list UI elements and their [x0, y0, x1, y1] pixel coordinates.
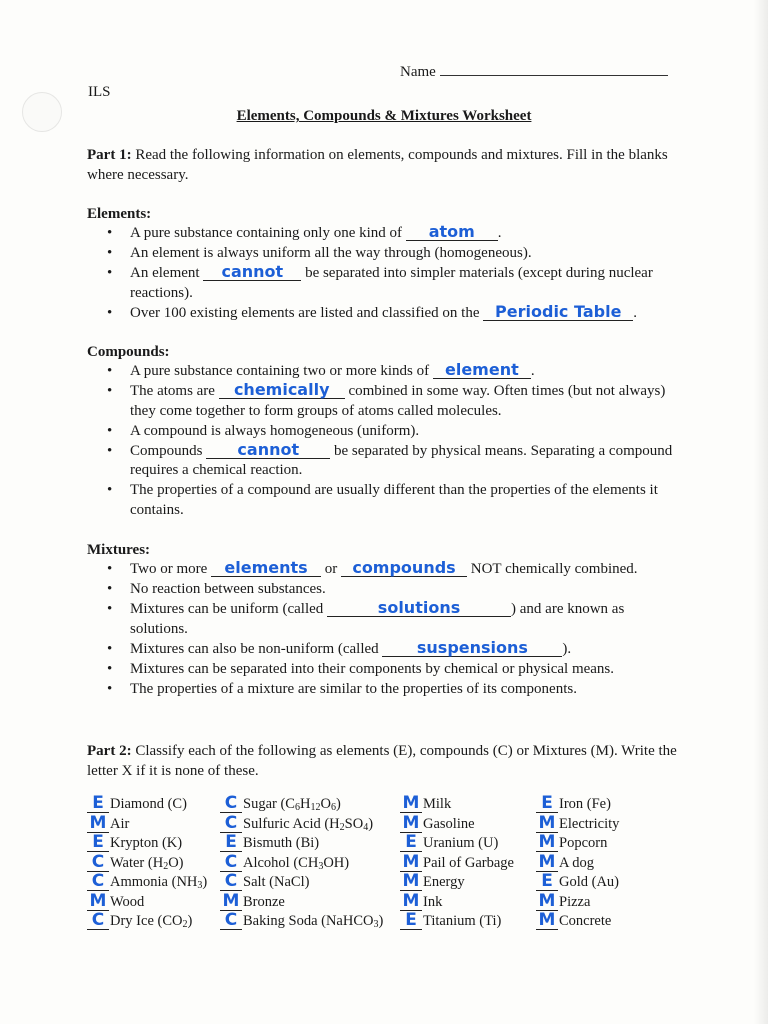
part1-text: Read the following information on elements, compounds and mixtures. Fill in the blanks where necessary. — [87, 147, 668, 183]
classify-row: C Ammonia $(NH_3)$ — [87, 873, 207, 893]
answer-blank[interactable]: cannot — [206, 442, 330, 459]
classify-row: M Pizza — [536, 893, 619, 913]
part1-instructions — [87, 145, 677, 185]
classify-answer[interactable]: M — [536, 815, 558, 833]
part2-instructions — [87, 741, 687, 781]
class-code: ILS — [88, 84, 111, 100]
classify-row: C Alcohol $(CH_3OH)$ — [220, 854, 383, 874]
answer-blank[interactable]: Periodic Table — [483, 304, 633, 321]
answer-blank[interactable]: element — [433, 362, 531, 379]
classify-answer[interactable]: M — [536, 854, 558, 872]
list-item: • No reaction between substances. — [107, 580, 677, 600]
classify-column-1 — [87, 795, 207, 932]
part1-label: Part 1: — [87, 147, 132, 163]
classify-answer[interactable]: E — [400, 912, 422, 930]
classify-answer[interactable]: M — [400, 873, 422, 891]
classify-row: C Dry Ice $(CO_2)$ — [87, 912, 207, 932]
classify-column-3 — [400, 795, 514, 932]
classify-row: C Baking Soda (NaHCO$_3$) — [220, 912, 383, 932]
classify-answer[interactable]: M — [400, 893, 422, 911]
answer-blank[interactable]: chemically — [219, 382, 345, 399]
classify-row: M Electricity — [536, 815, 619, 835]
answer-blank[interactable]: solutions — [327, 600, 511, 617]
classify-row: M Bronze — [220, 893, 383, 913]
classify-answer[interactable]: C — [220, 815, 242, 833]
answer-blank[interactable]: compounds — [341, 560, 467, 577]
compounds-heading: Compounds: — [87, 344, 170, 360]
list-item: • A pure substance containing only one kind of atom . — [107, 224, 677, 244]
classify-answer[interactable]: M — [400, 795, 422, 813]
list-item: • A pure substance containing two or more kinds of element . — [107, 362, 677, 382]
classify-row: C Sugar $(C_6H_{12}O_6)$ — [220, 795, 383, 815]
classify-row: M A dog — [536, 854, 619, 874]
part2-label: Part 2: — [87, 743, 132, 759]
classify-answer[interactable]: C — [220, 795, 242, 813]
answer-blank[interactable]: elements — [211, 560, 321, 577]
elements-list — [107, 224, 677, 324]
elements-heading: Elements: — [87, 206, 152, 222]
classify-row: M Milk — [400, 795, 514, 815]
classify-row: E Iron (Fe) — [536, 795, 619, 815]
classify-answer[interactable]: M — [400, 815, 422, 833]
compounds-list — [107, 362, 677, 521]
classify-answer[interactable]: E — [536, 873, 558, 891]
list-item: • Mixtures can also be non-uniform (called suspensions ). — [107, 640, 677, 660]
classify-answer[interactable]: C — [220, 912, 242, 930]
part2-text: Classify each of the following as elements (E), compounds (C) or Mixtures (M). Write the letter X if it is none of these. — [87, 743, 677, 779]
classify-row: E Krypton (K) — [87, 834, 207, 854]
list-item: • An element is always uniform all the way through (homogeneous). — [107, 244, 677, 264]
classify-row: M Pail of Garbage — [400, 854, 514, 874]
classify-answer[interactable]: M — [536, 834, 558, 852]
classify-row: C Water $(H_2O)$ — [87, 854, 207, 874]
classify-row: E Diamond (C) — [87, 795, 207, 815]
mixtures-list — [107, 560, 677, 700]
classify-row: M Concrete — [536, 912, 619, 932]
scan-shadow — [754, 0, 768, 1024]
classify-answer[interactable]: M — [400, 854, 422, 872]
classify-answer[interactable]: C — [220, 873, 242, 891]
classify-answer[interactable]: M — [536, 912, 558, 930]
classify-answer[interactable]: M — [87, 815, 109, 833]
answer-blank[interactable]: suspensions — [382, 640, 562, 657]
classify-answer[interactable]: M — [87, 893, 109, 911]
classify-row: M Popcorn — [536, 834, 619, 854]
classify-column-2 — [220, 795, 383, 932]
classify-answer[interactable]: E — [400, 834, 422, 852]
classify-row: M Ink — [400, 893, 514, 913]
list-item: • Two or more elements or compounds NOT chemically combined. — [107, 560, 677, 580]
name-label: Name — [400, 64, 436, 80]
list-item: • A compound is always homogeneous (uniform). — [107, 422, 677, 442]
name-blank[interactable] — [440, 62, 668, 76]
classify-answer[interactable]: M — [536, 893, 558, 911]
classify-row: M Wood — [87, 893, 207, 913]
classification-grid — [87, 795, 687, 935]
classify-answer[interactable]: C — [87, 854, 109, 872]
classify-row: E Uranium (U) — [400, 834, 514, 854]
classify-row: C Sulfuric Acid $(H_2SO_4)$ — [220, 815, 383, 835]
list-item: • The properties of a mixture are similar to the properties of its components. — [107, 680, 677, 700]
page-title: Elements, Compounds & Mixtures Worksheet — [236, 108, 532, 124]
list-item: • Mixtures can be separated into their components by chemical or physical means. — [107, 660, 677, 680]
classify-answer[interactable]: C — [220, 854, 242, 872]
classify-column-4 — [536, 795, 619, 932]
classify-row: M Air — [87, 815, 207, 835]
list-item: • The atoms are chemically combined in some way. Often times (but not always) they come together to form groups of atoms called molecules. — [107, 382, 677, 421]
list-item: • Mixtures can be uniform (called solutions ) and are known as solutions. — [107, 600, 677, 639]
classify-row: E Bismuth (Bi) — [220, 834, 383, 854]
classify-answer[interactable]: M — [220, 893, 242, 911]
classify-answer[interactable]: E — [87, 834, 109, 852]
answer-blank[interactable]: atom — [406, 224, 498, 241]
classify-answer[interactable]: E — [536, 795, 558, 813]
classify-row: E Titanium (Ti) — [400, 912, 514, 932]
classify-row: C Salt (NaCl) — [220, 873, 383, 893]
list-item: • An element cannot be separated into simpler materials (except during nuclear reactions). — [107, 264, 677, 303]
list-item: • The properties of a compound are usually different than the properties of the elements it contains. — [107, 481, 677, 520]
list-item: • Compounds cannot be separated by physical means. Separating a compound requires a chemical reaction. — [107, 442, 677, 481]
classify-row: M Gasoline — [400, 815, 514, 835]
classify-row: E Gold (Au) — [536, 873, 619, 893]
classify-row: M Energy — [400, 873, 514, 893]
name-field — [400, 62, 668, 81]
classify-answer[interactable]: E — [220, 834, 242, 852]
classify-answer[interactable]: C — [87, 912, 109, 930]
classify-answer[interactable]: C — [87, 873, 109, 891]
answer-blank[interactable]: cannot — [203, 264, 301, 281]
mixtures-heading: Mixtures: — [87, 542, 151, 558]
classify-answer[interactable]: E — [87, 795, 109, 813]
list-item: • Over 100 existing elements are listed and classified on the Periodic Table . — [107, 304, 677, 324]
